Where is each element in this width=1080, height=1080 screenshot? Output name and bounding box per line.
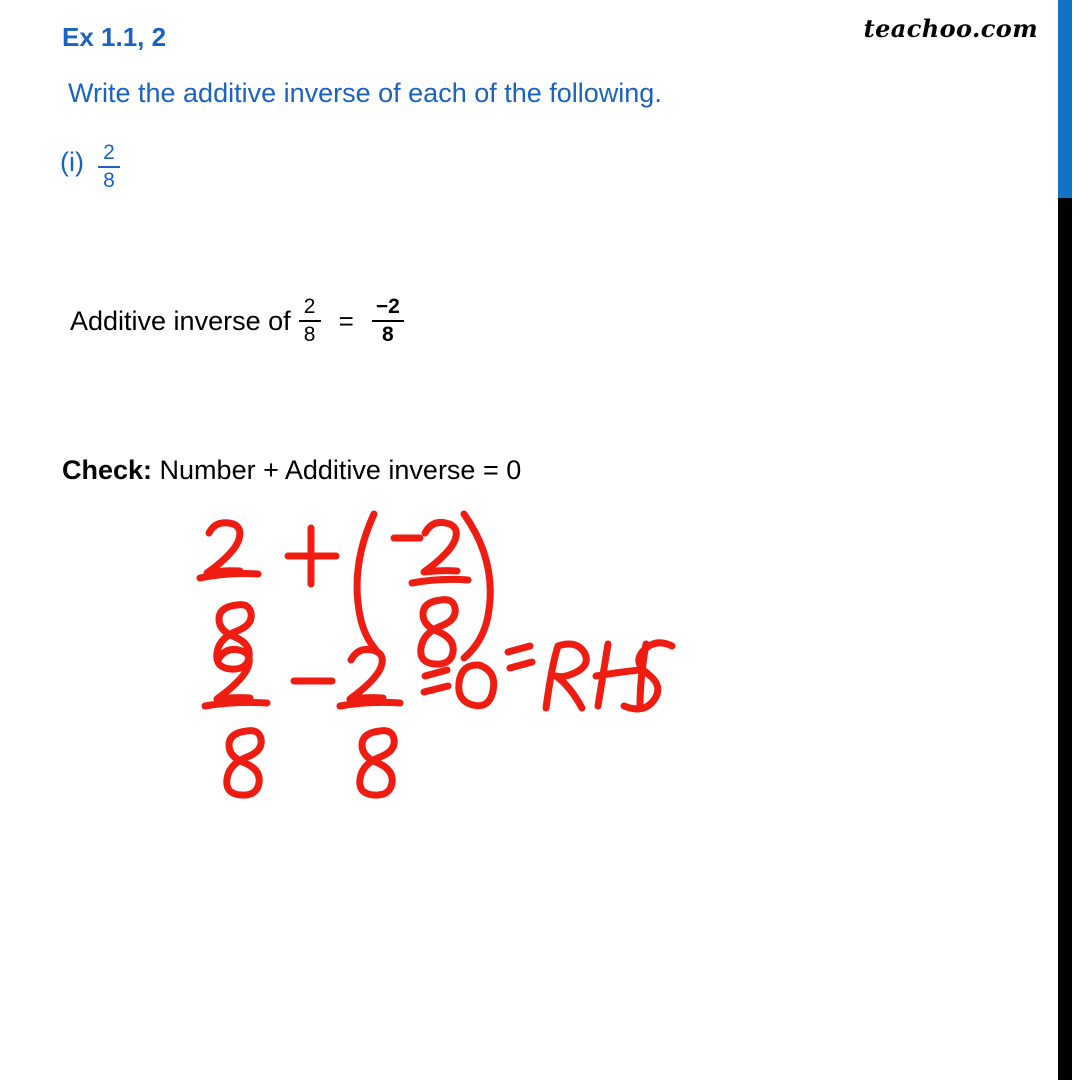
scrollbar-edge	[1072, 0, 1080, 1080]
solution-label: Additive inverse of	[70, 305, 291, 336]
hw-fraction-bar-3	[340, 702, 400, 706]
question-title: Ex 1.1, 2	[62, 22, 167, 52]
hw-letter-h-bar	[596, 670, 640, 676]
check-line	[62, 455, 521, 486]
hw-bracket-open	[357, 514, 376, 650]
hw-equals-2b	[510, 662, 532, 668]
fraction-bar	[299, 320, 321, 322]
hw-equals-1a	[425, 670, 447, 676]
given-fraction-numerator: 2	[303, 295, 316, 318]
fraction-bar	[98, 166, 120, 168]
hw-8-denominator-inner	[421, 600, 455, 664]
hw-zero	[459, 665, 494, 706]
solution-line	[70, 296, 404, 346]
part-fraction-numerator: 2	[103, 141, 115, 164]
solution-answer-fraction	[372, 296, 404, 346]
answer-fraction-denominator: 8	[381, 323, 394, 347]
hw-2-numerator	[207, 523, 240, 573]
hw-letter-r	[546, 644, 586, 708]
hw-bracket-close	[464, 514, 490, 658]
hw-2-numerator-inner	[424, 522, 457, 572]
hw-letter-s	[624, 643, 672, 709]
hw-fraction-bar-2	[205, 702, 267, 706]
hw-2-numerator-3	[350, 649, 383, 699]
question-statement: Write the additive inverse of each of the following.	[68, 78, 662, 108]
check-label: Check:	[62, 455, 153, 485]
question-part	[60, 142, 120, 192]
hw-equals-2a	[508, 646, 530, 652]
hw-8-denominator-3	[360, 731, 394, 795]
hw-fraction-bar	[200, 574, 258, 579]
hw-2-numerator-2	[217, 649, 250, 699]
hw-8-denominator-2	[227, 731, 261, 795]
part-fraction	[98, 142, 120, 192]
hw-equals-1b	[424, 686, 448, 692]
fraction-bar	[372, 320, 404, 322]
part-label: (i)	[60, 147, 84, 177]
check-text: Number + Additive inverse = 0	[159, 455, 522, 485]
solution-given-fraction	[299, 296, 321, 346]
site-watermark: teachoo.com	[863, 14, 1038, 43]
part-fraction-denominator: 8	[103, 169, 115, 193]
hw-letter-h-left	[598, 644, 608, 706]
answer-fraction-numerator: −2	[375, 295, 400, 318]
hw-letter-h-right	[640, 644, 646, 706]
hw-fraction-bar-inner	[412, 579, 468, 583]
given-fraction-denominator: 8	[303, 323, 316, 347]
hw-8-denominator	[217, 605, 251, 669]
right-scrollbar[interactable]	[1050, 0, 1080, 1080]
equals-sign: =	[338, 305, 354, 336]
